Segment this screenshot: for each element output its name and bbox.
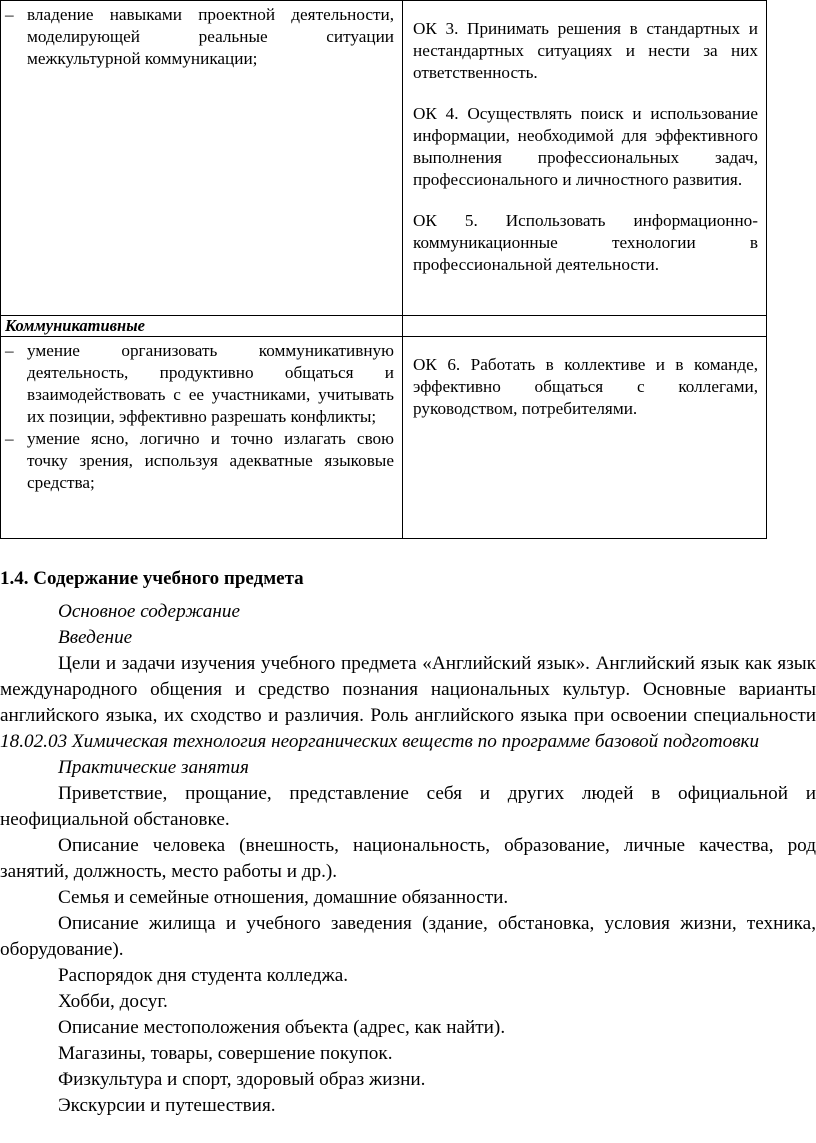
section-title: 1.4. Содержание учебного предмета: [0, 568, 304, 589]
dash-bullet: –: [5, 341, 14, 360]
intro-text: Цели и задачи изучения учебного предмета «Английский язык». Английский язык как язык международного общения и средство познания национальных культур. Основные варианты английского языка, их сходство и различия. Роль английского языка при освоении специальности: [0, 653, 816, 726]
table-cell-right: [403, 337, 767, 539]
competency-ok5: ОК 5. Использовать информационно-коммуникационные технологии в профессиональной деятельности.: [413, 211, 758, 274]
table-cell-empty: [403, 316, 767, 337]
list-item: [5, 428, 394, 494]
practice-item: Описание жилища и учебного заведения (здание, обстановка, условия жизни, техника, оборудование).: [0, 913, 816, 960]
table-cell-left: [1, 1, 403, 316]
practice-item: Семья и семейные отношения, домашние обязанности.: [58, 887, 509, 908]
table-cell-left: [1, 337, 403, 539]
practice-item: Физкультура и спорт, здоровый образ жизни.: [58, 1069, 426, 1090]
heading-practice: Практические занятия: [58, 757, 249, 778]
practice-item: Приветствие, прощание, представление себя и других людей в официальной и неофициальной обстановке.: [0, 783, 816, 830]
intro-paragraph: [0, 651, 816, 755]
practice-item: Экскурсии и путешествия.: [58, 1095, 276, 1116]
competencies-table: [0, 0, 767, 539]
list-item: [5, 340, 394, 428]
practice-item: Описание местоположения объекта (адрес, как найти).: [58, 1017, 506, 1038]
dash-bullet: –: [5, 5, 14, 24]
section-content: [0, 599, 816, 1119]
dash-bullet: –: [5, 429, 14, 448]
list-item-text: владение навыками проектной деятельности, моделирующей реальные ситуации межкультурной коммуникации;: [27, 5, 394, 68]
competency-ok4: ОК 4. Осуществлять поиск и использование информации, необходимой для эффективного выполнения профессиональных задач, профессионального и личностного развития.: [413, 104, 758, 189]
category-label: Коммуникативные: [1, 316, 403, 337]
practice-item: Магазины, товары, совершение покупок.: [58, 1043, 393, 1064]
table-row: [1, 337, 767, 539]
heading-introduction: Введение: [58, 627, 133, 648]
list-item-text: умение организовать коммуникативную деятельность, продуктивно общаться и взаимодействовать с ее участниками, учитывать их позиции, эффективно разрешать конфликты;: [27, 341, 394, 426]
practice-item: Распорядок дня студента колледжа.: [58, 965, 349, 986]
list-item: [5, 4, 394, 70]
table-cell-right: [403, 1, 767, 316]
practice-item: Описание человека (внешность, национальность, образование, личные качества, род занятий, должность, место работы и др.).: [0, 835, 816, 882]
practice-item: Хобби, досуг.: [58, 991, 168, 1012]
table-row: [1, 1, 767, 316]
list-item-text: умение ясно, логично и точно излагать свою точку зрения, используя адекватные языковые средства;: [27, 429, 394, 492]
competency-ok6: ОК 6. Работать в коллективе и в команде, эффективно общаться с коллегами, руководством, потребителями.: [413, 355, 758, 418]
table-row-category: [1, 316, 767, 337]
competency-ok3: ОК 3. Принимать решения в стандартных и нестандартных ситуациях и нести за них ответственность.: [413, 19, 758, 82]
heading-main-content: Основное содержание: [58, 601, 241, 622]
specialty-name: 18.02.03 Химическая технология неорганических веществ по программе базовой подготовки: [0, 731, 760, 752]
